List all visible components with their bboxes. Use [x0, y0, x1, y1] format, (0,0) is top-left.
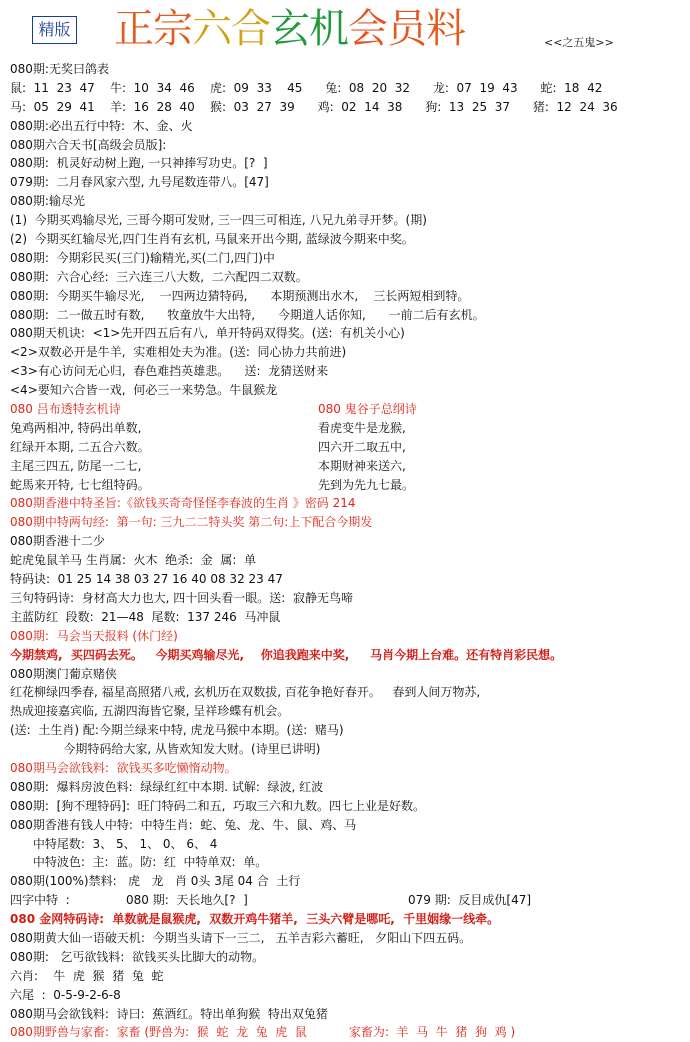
poem-row [0, 438, 690, 457]
text-line: 080期: [狗不理特码]: 旺门特码二和五, 巧取三六和九数。四七上业是好数。 [10, 798, 426, 813]
text-line: 080期(100%)禁料: 虎 龙 肖 0头 3尾 04 合 土行 [10, 874, 301, 889]
text-line: 中特尾数: 3、 5、 1、 0、 6、 4 [10, 836, 218, 851]
text-line: 080期:输尽光 [10, 194, 85, 209]
poem-row [0, 476, 690, 495]
text-line: 红花柳绿四季春, 福星高照猪八戒, 玄机历在双数拔, 百花争艳好春开。 春到人间万物苏, [10, 685, 481, 700]
text-line: 鼠: 11 23 47 牛: 10 34 46 虎: 09 33 45 兔: 08 20 32 龙: 07 19 43 蛇: 18 42 [10, 80, 603, 95]
text-line: 主蓝防红 段数: 21—48 尾数: 137 246 马冲鼠 [10, 609, 281, 624]
text-line: 蛇虎兔鼠羊马 生肖属: 火木 绝杀: 金 属: 单 [10, 553, 257, 568]
title-part: 玄机 [270, 6, 348, 52]
poem-left: 兔鸡两相冲, 特码出单数, [10, 420, 142, 435]
text-line: 今期特码给大家, 从皆欢知发大财。(诗里已讲明) [10, 742, 321, 757]
text-line: 079期: 二月春风家六型, 九号尾数连带八。[47] [10, 175, 269, 190]
poem-right: 看虎变牛是龙猴, [318, 420, 406, 435]
page-title [114, 4, 465, 54]
poem-left: 主尾三四五, 防尾一二七, [10, 458, 142, 473]
text-line: 今期禁鸡, 买四码去死。 今期买鸡输尽光, 你追我跑来中奖, 马肖今期上台难。还有特肖彩民想。 [10, 647, 563, 662]
text-line: 080期: 今期彩民买(三门)输精光,买(二门,四门)中 [10, 250, 275, 265]
poem-left: 蛇馬来开特, 七七组特码。 [10, 477, 150, 492]
poem-left: 红绿开本期, 二五合六数。 [10, 439, 150, 454]
text-line: 080期野兽与家畜: 家畜 (野兽为: 猴 蛇 龙 兔 虎 鼠 家畜为: 羊 马 牛 猪 狗 鸡 ) [10, 1025, 516, 1040]
text-line: 马: 05 29 41 羊: 16 28 40 猴: 03 27 39 鸡: 02 14 38 狗: 13 25 37 猪: 12 24 36 [10, 99, 618, 114]
split-row [0, 891, 690, 910]
text-line: 080期: 六合心经: 三六连三八大数, 二六配四二双数。 [10, 269, 308, 284]
poem-right: 080 鬼谷子总纲诗 [318, 402, 417, 417]
split-cell: 四字中特 : [10, 893, 70, 908]
poem-row [0, 419, 690, 438]
text-line: 六尾 : 0-5-9-2-6-8 [10, 987, 121, 1002]
text-line: (1) 今期买鸡输尽光, 三哥今期可发财, 三一四三可相连, 八兄九弟寻开梦。(期) [10, 213, 427, 228]
poem-row [0, 457, 690, 476]
text-line: 080期: 爆料房波色料: 绿绿红红中本期. 试解: 绿波, 红波 [10, 779, 324, 794]
text-line: 080期: 马会当天报料 (休门经) [10, 628, 178, 643]
text-line: 热成迎接嘉宾临, 五湖四海皆它聚, 呈祥珍蝶有机会。 [10, 704, 290, 719]
title-part: 六合 [192, 6, 270, 52]
poem-right: 本期财神来送六, [318, 458, 406, 473]
poem-row [0, 400, 690, 419]
text-line: (2) 今期买红输尽光,四门生肖有玄机, 马鼠来开出今期, 蓝绿波今期来中奖。 [10, 232, 414, 247]
text-line: 080期:必出五行中特: 木、金、火 [10, 118, 193, 133]
split-cell: 080 期: 天长地久[? ] [126, 893, 248, 908]
split-cell: 079 期: 反目成仇[47] [408, 893, 532, 908]
text-line: <2>双数必开是牛羊, 实难相处夫为准。(送: 同心协力共前进) [10, 345, 347, 360]
header [0, 0, 690, 62]
text-line: 080期马会欲钱料: 欲钱买多吃懒惰动物。 [10, 760, 237, 775]
text-line: 080期:无奖曰鸽表 [10, 62, 109, 76]
poem-right: 先到为先九七最。 [318, 477, 415, 492]
section-tag: <<之五鬼>> [544, 36, 614, 49]
text-line: 080期: 今期买牛输尽光, 一四两边猜特码, 本期预测出水木, 三长两短相到特。 [10, 288, 470, 303]
text-line: 080期: 二一做五时有数, 牧童放牛大出特, 今期道人话你知, 一前二后有玄机。 [10, 307, 485, 322]
title-part: 正宗 [114, 6, 192, 52]
text-line: 080期香港有钱人中特: 中特生肖: 蛇、兔、龙、牛、鼠、鸡、马 [10, 817, 357, 832]
text-line: (送: 土生肖) 配:今期兰绿来中特, 虎龙马猴中本期。(送: 赌马) [10, 723, 344, 738]
text-line: 六肖: 牛 虎 猴 猪 兔 蛇 [10, 968, 164, 983]
text-line: 080 金网特码诗: 单数就是鼠猴虎, 双数开鸡牛猪羊, 三头六臂是哪吒, 千里姻缘一线牵。 [10, 912, 500, 927]
poem-right: 四六开二取五中, [318, 439, 406, 454]
text-line: 080期: 机灵好动树上跑, 一只神捧写功史。[? ] [10, 156, 268, 171]
text-line: <3>有心访问无心归, 春色难挡英雄悲。 送: 龙猜送财来 [10, 364, 329, 379]
text-line: 三句特码诗: 身材高大力也大, 四十回头看一眼。送: 寂静无鸟啼 [10, 590, 353, 605]
text-line: 080期香港中特圣旨:《欲钱买奇奇怪怪李春波的生肖 》密码 214 [10, 496, 356, 511]
text-line: <4>要知六合皆一戏, 何必三一来势急。牛鼠猴龙 [10, 383, 278, 398]
text-line: 080期香港十二少 [10, 534, 105, 549]
text-line: 080期黄大仙一语破天机: 今期当头请下一三二, 五羊吉彩六蓄旺, 夕阳山下四五码。 [10, 930, 472, 945]
edition-badge: 精版 [32, 16, 77, 44]
text-line: 080期马会欲钱料: 诗曰: 蕉酒红。特出单狗猴 特出双兔猪 [10, 1006, 328, 1021]
text-line: 中特波色: 主: 蓝。防: 红 中特单双: 单。 [10, 855, 268, 870]
text-line: 080期天机诀: <1>先开四五后有八, 单开特码双得奖。(送: 有机关小心) [10, 326, 405, 341]
text-line: 特码诀: 01 25 14 38 03 27 16 40 08 32 23 47 [10, 572, 283, 587]
title-part: 会员 [348, 6, 426, 52]
text-line: 080期六合天书[高级会员版]: [10, 137, 167, 152]
poem-left: 080 吕布透特玄机诗 [10, 402, 121, 417]
text-line: 080期澳门葡京赌侠 [10, 666, 117, 681]
title-part: 料 [426, 6, 465, 52]
text-line: 080期: 乞丐欲钱料: 欲钱买头比脚大的动物。 [10, 949, 265, 964]
text-line: 080期中特两句经: 第一句: 三九二二特头奖 第二句:上下配合今期发 [10, 515, 373, 530]
article-body [0, 60, 690, 1042]
